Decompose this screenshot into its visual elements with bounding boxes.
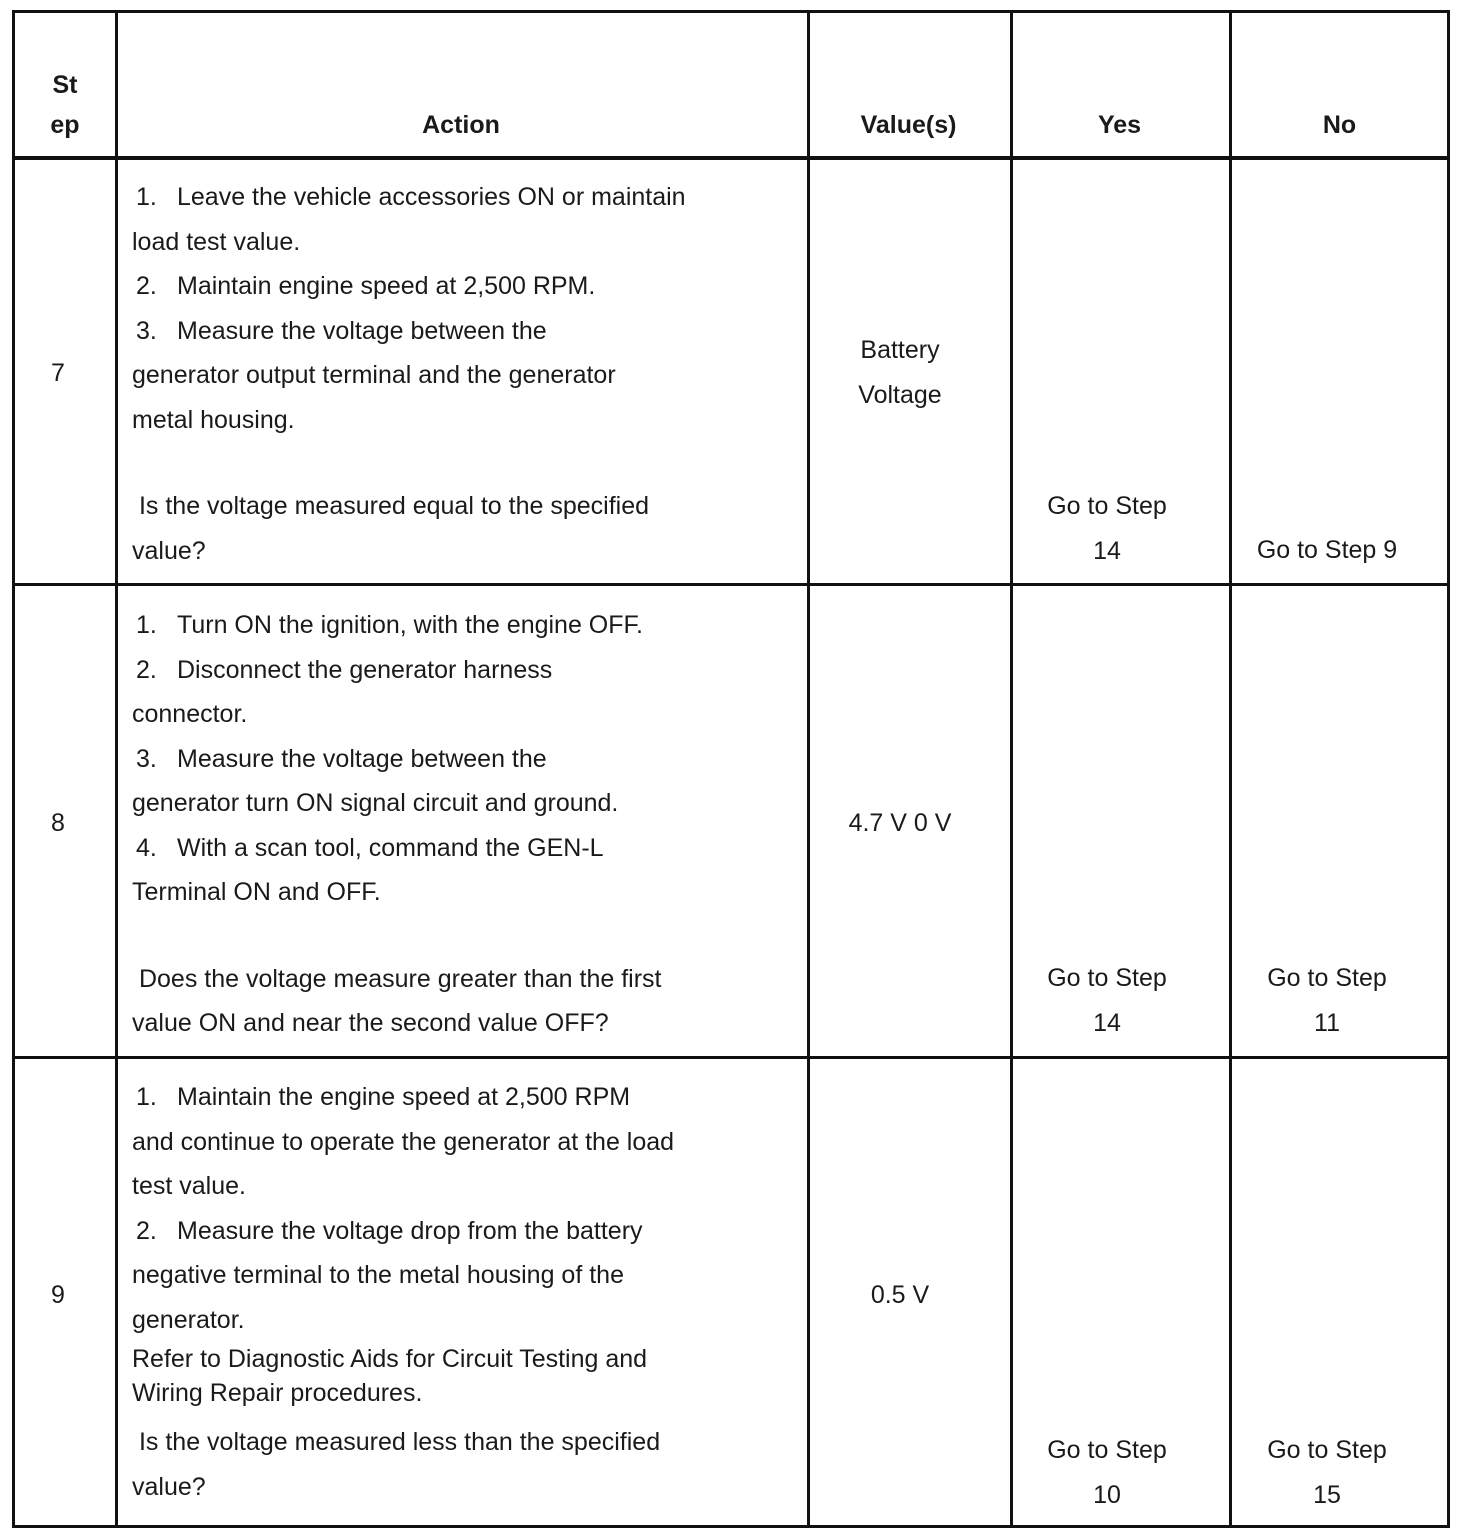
item-number: 1.: [136, 183, 157, 211]
note-line: [132, 1342, 674, 1376]
header-values: Value(s): [860, 111, 957, 139]
value-text: Voltage: [858, 380, 942, 409]
item-text: Disconnect the generator harness: [177, 655, 553, 684]
item-text: Measure the voltage between the: [177, 744, 547, 773]
item-number: 3.: [136, 316, 157, 345]
value-text: 4.7 V 0 V: [848, 809, 952, 837]
item-text: Leave the vehicle accessories ON or maintain: [177, 183, 686, 211]
yes-text: 14: [1093, 536, 1121, 565]
question-line: [132, 529, 686, 574]
action-line: [132, 353, 686, 398]
question-line: [132, 1001, 661, 1046]
item-text: test value.: [132, 1172, 246, 1200]
yes-text: Go to Step: [1047, 1436, 1167, 1464]
question-text: value?: [132, 1472, 206, 1501]
column-divider: [115, 13, 118, 1525]
action-line: [132, 1298, 674, 1343]
item-text: With a scan tool, command the GEN-L: [177, 833, 604, 862]
item-text: generator output terminal and the generator: [132, 361, 616, 389]
item-number: 2.: [136, 1216, 157, 1245]
question-line: [132, 957, 661, 1002]
question-text: value?: [132, 536, 206, 565]
item-text: metal housing.: [132, 405, 295, 434]
item-number: 2.: [136, 655, 157, 684]
question-line: [132, 1465, 674, 1510]
no-text: 15: [1313, 1480, 1341, 1509]
action-cell: [132, 175, 686, 573]
yes-cell: [1010, 1428, 1204, 1517]
action-line: [132, 175, 686, 220]
yes-cell: [1010, 956, 1204, 1045]
question-line: [132, 1420, 674, 1465]
action-line: [132, 870, 661, 915]
action-line: [132, 648, 661, 693]
action-line: [132, 737, 661, 782]
yes-text: Go to Step: [1047, 964, 1167, 992]
action-cell: [132, 603, 661, 1046]
yes-cell: [1010, 484, 1204, 573]
value-text: Battery: [860, 336, 940, 364]
column-divider: [1010, 13, 1013, 1525]
action-line: [132, 1075, 674, 1120]
no-text: Go to Step: [1267, 964, 1387, 992]
step-number: 8: [51, 809, 65, 837]
question-text: value ON and near the second value OFF?: [132, 1009, 609, 1037]
item-text: connector.: [132, 700, 248, 728]
diagnostic-table: [12, 10, 1450, 1528]
question-line: [132, 484, 686, 529]
item-text: Maintain engine speed at 2,500 RPM.: [177, 272, 596, 300]
item-text: Turn ON the ignition, with the engine OFF.: [177, 611, 643, 639]
item-text: and continue to operate the generator at the load: [132, 1127, 675, 1156]
item-number: 2.: [136, 272, 157, 300]
item-text: Terminal ON and OFF.: [132, 878, 381, 906]
item-text: Maintain the engine speed at 2,500 RPM: [177, 1083, 631, 1111]
action-line: [132, 826, 661, 871]
question-text: Is the voltage measured less than the specified: [138, 1428, 661, 1456]
item-text: Measure the voltage between the: [177, 316, 547, 345]
item-text: negative terminal to the metal housing of the: [132, 1261, 624, 1289]
action-line: [132, 603, 661, 648]
header-divider: [15, 156, 1447, 160]
value-cell: [807, 1273, 993, 1318]
value-cell: [807, 328, 993, 417]
row-divider: [15, 1056, 1447, 1059]
action-line: [132, 781, 661, 826]
question-text: Is the voltage measured equal to the specified: [138, 492, 649, 520]
note-text: Refer to Diagnostic Aids for Circuit Testing and: [132, 1345, 648, 1373]
yes-text: 14: [1093, 1008, 1121, 1037]
no-cell: [1229, 1428, 1425, 1517]
step-number: 9: [51, 1281, 65, 1309]
no-cell: [1229, 956, 1425, 1045]
item-number: 4.: [136, 833, 157, 862]
action-line: [132, 1253, 674, 1298]
action-line: [132, 1120, 674, 1165]
action-line: [132, 692, 661, 737]
value-cell: [807, 801, 993, 846]
action-cell: [132, 1075, 674, 1509]
row-divider: [15, 583, 1447, 586]
header-step-line1: St: [52, 71, 78, 99]
question-text: Does the voltage measure greater than the first: [138, 964, 662, 993]
yes-text: 10: [1093, 1480, 1121, 1509]
no-text: Go to Step 9: [1256, 536, 1398, 564]
no-text: Go to Step: [1267, 1436, 1387, 1464]
header-step-line2: ep: [50, 111, 80, 139]
item-text: load test value.: [132, 227, 301, 256]
column-divider: [1229, 13, 1232, 1525]
item-number: 3.: [136, 744, 157, 773]
value-text: 0.5 V: [870, 1281, 930, 1309]
no-text: 11: [1314, 1008, 1340, 1037]
item-text: Measure the voltage drop from the battery: [177, 1216, 643, 1245]
action-line: [132, 1209, 674, 1254]
action-line: [132, 398, 686, 443]
item-text: generator.: [132, 1305, 245, 1334]
action-line: [132, 309, 686, 354]
item-number: 1.: [136, 1083, 157, 1111]
step-number: 7: [51, 359, 65, 387]
no-cell: [1229, 528, 1425, 573]
action-line: [132, 264, 686, 309]
item-number: 1.: [136, 611, 157, 639]
header-action: Action: [422, 111, 500, 139]
yes-text: Go to Step: [1047, 492, 1167, 520]
note-text: Wiring Repair procedures.: [132, 1379, 423, 1407]
note-line: [132, 1376, 674, 1410]
item-text: generator turn ON signal circuit and ground.: [132, 789, 619, 817]
header-step: [15, 65, 115, 145]
header-no: No: [1322, 111, 1357, 139]
action-line: [132, 1164, 674, 1209]
action-line: [132, 220, 686, 265]
header-yes: Yes: [1097, 111, 1142, 139]
